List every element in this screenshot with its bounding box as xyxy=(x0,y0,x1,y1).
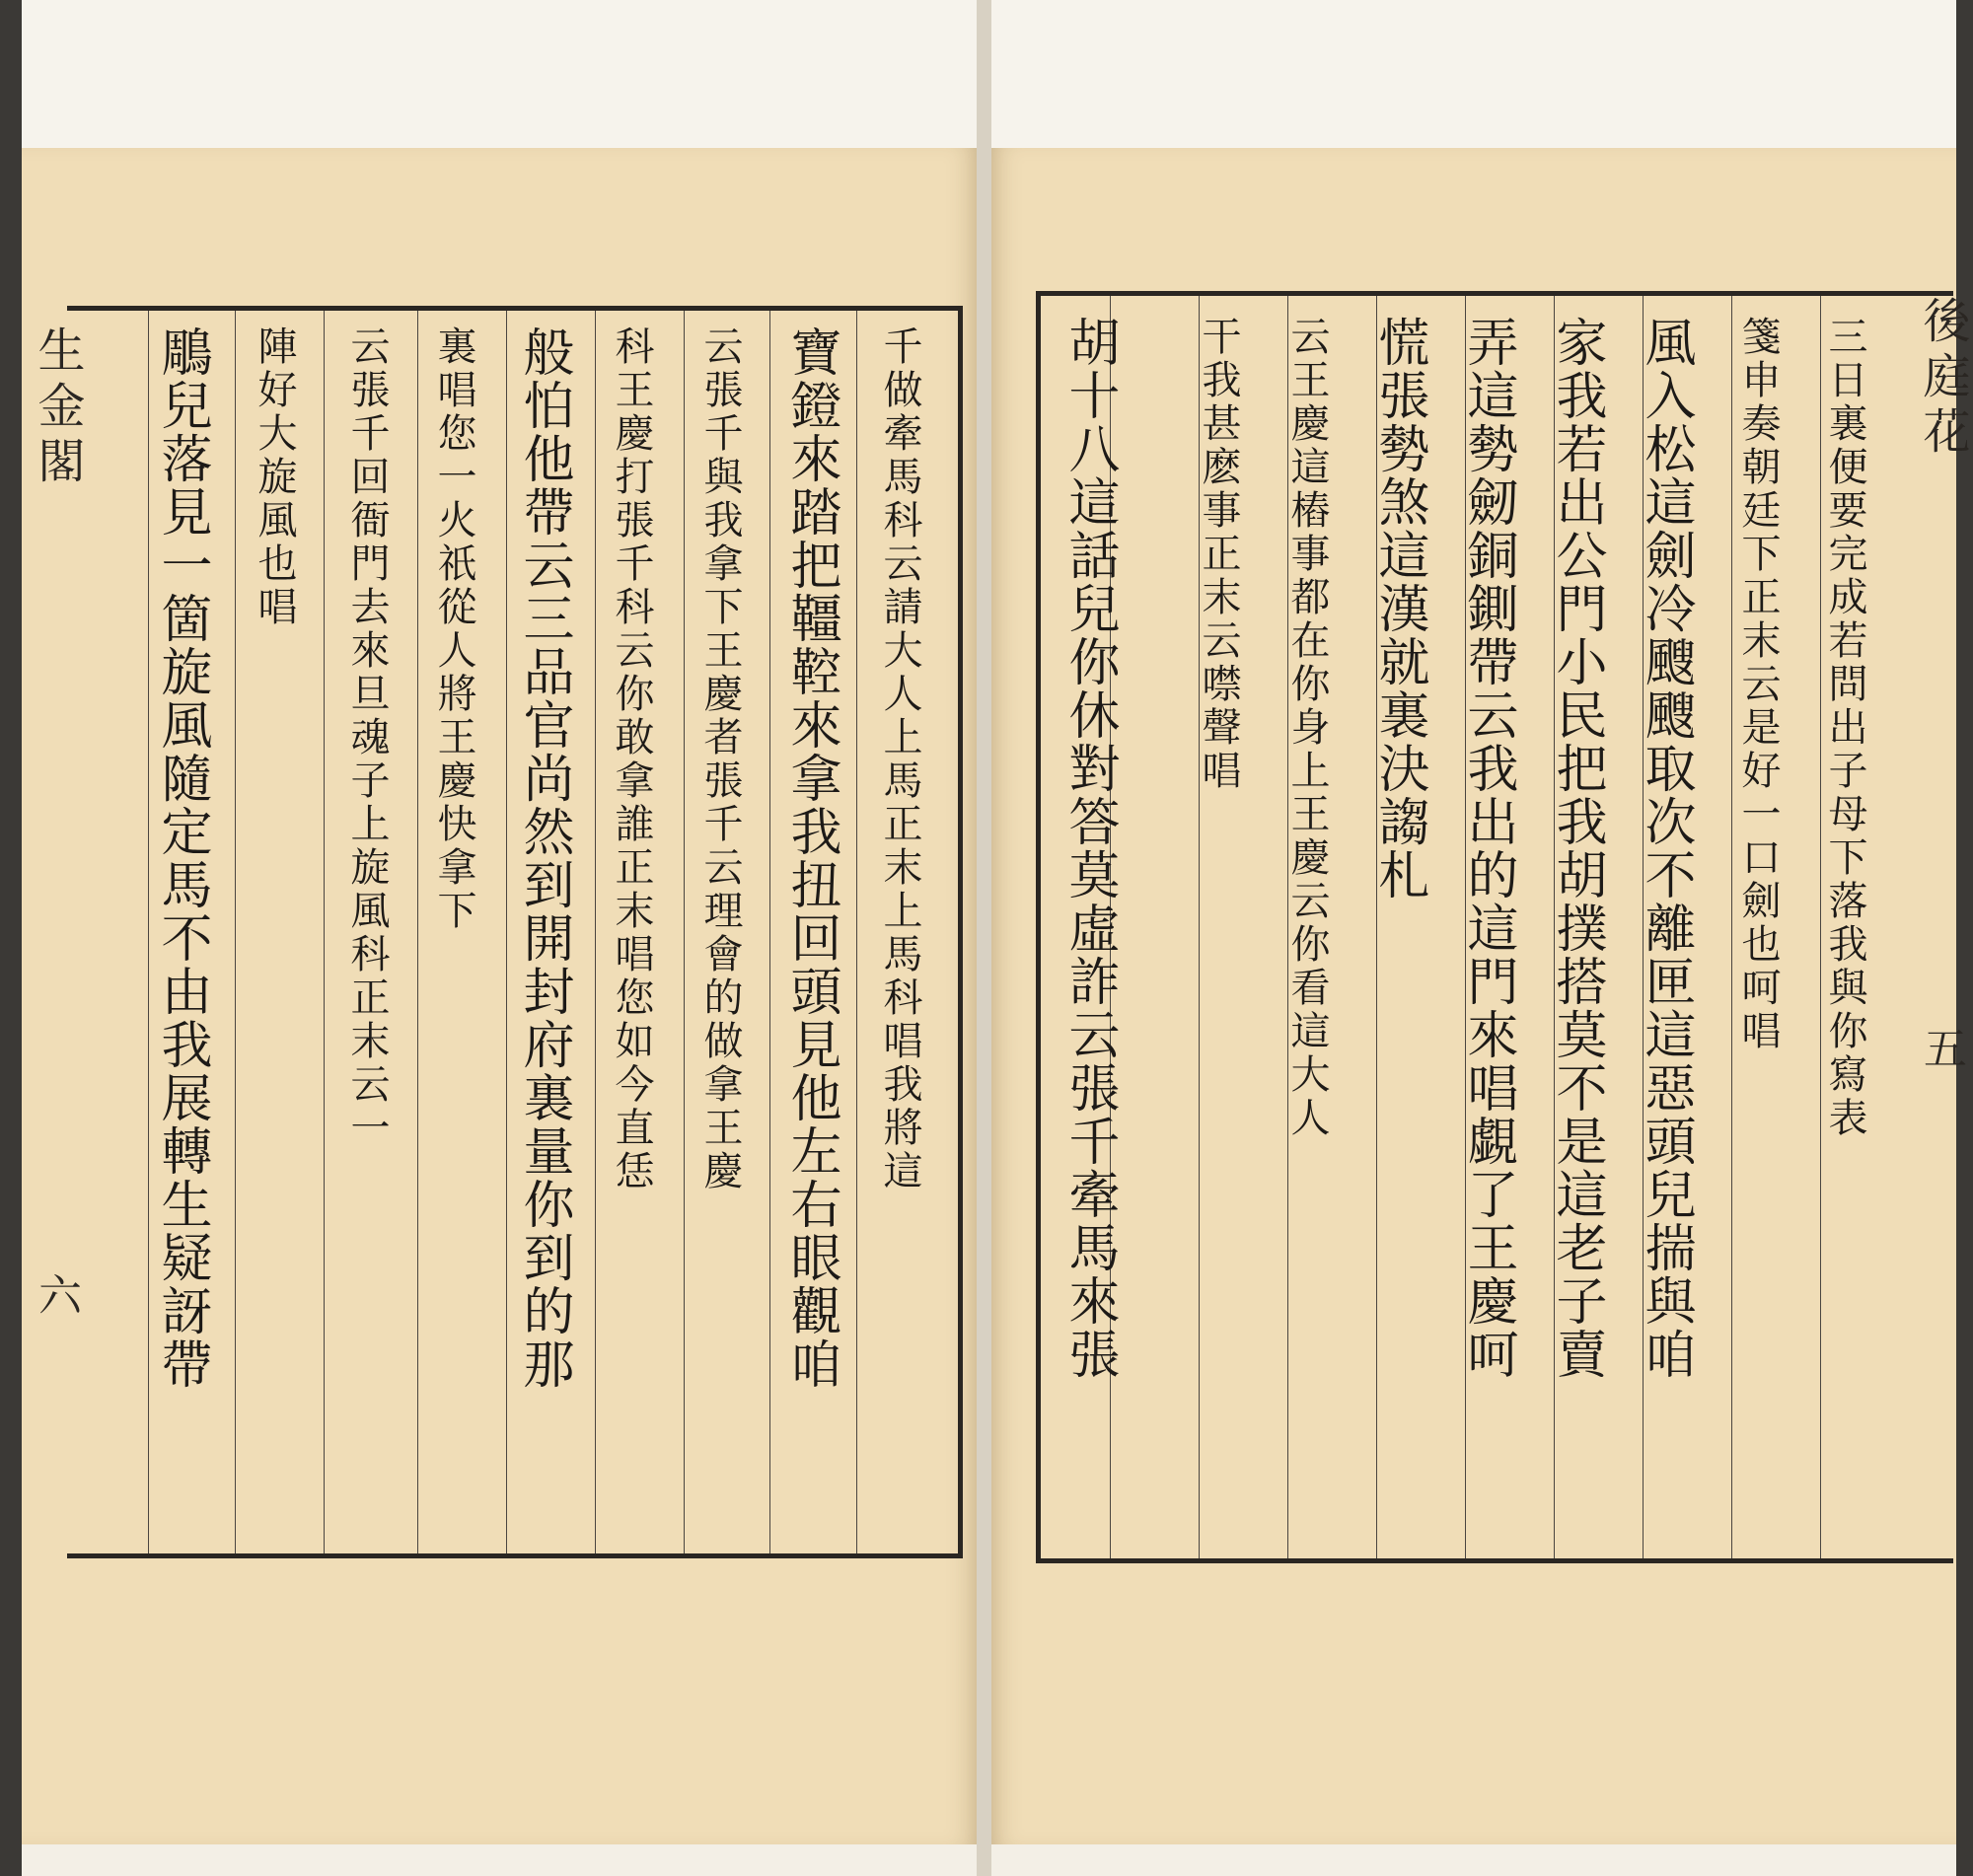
left-col-7: 云張千回衙門去來旦魂子上旋風科正末云一 xyxy=(344,325,390,1150)
column-rule xyxy=(769,311,770,1553)
right-col-5: 弄這勢劒銅鍘帶云我出的這門來唱覷了王慶呵 xyxy=(1458,316,1517,1381)
binding-gutter xyxy=(977,0,991,1876)
right-fold-number: 五 xyxy=(1916,1026,1966,1077)
bottom-margin-left xyxy=(22,1844,977,1876)
top-margin-left xyxy=(22,0,977,148)
column-rule xyxy=(417,311,418,1553)
column-rule xyxy=(1820,296,1821,1558)
left-col-9: 鵰兒落見一箇旋風隨定馬不由我展轉生疑訝帶 xyxy=(152,325,211,1391)
left-col-1: 千做牽馬科云請大人上馬正末上馬科唱我將這 xyxy=(877,325,922,1193)
column-rule xyxy=(235,311,236,1553)
left-col-5: 般怕他帶云三品官尚然到開封府裏量你到的那 xyxy=(514,325,573,1391)
column-rule xyxy=(856,311,857,1553)
bottom-margin-right xyxy=(991,1844,1956,1876)
right-col-2: 箋申奏朝廷下正末云是好一口劍也呵唱 xyxy=(1735,316,1781,1053)
left-col-8: 陣好大旋風也唱 xyxy=(252,325,297,629)
column-rule xyxy=(1731,296,1732,1558)
column-rule xyxy=(506,311,507,1553)
left-col-3: 云張千與我拿下王慶者張千云理會的做拿王慶 xyxy=(697,325,743,1193)
column-rule xyxy=(595,311,596,1553)
left-col-6: 裏唱您一火祇從人將王慶快拿下 xyxy=(431,325,476,933)
right-col-9: 胡十八這話兒你休對答莫虛詐云張千牽馬來張 xyxy=(1060,316,1119,1381)
right-fold-title: 後庭花 xyxy=(1915,296,1970,462)
left-fold-number: 六 xyxy=(31,1272,81,1324)
right-col-8: 干我甚麽事正末云噤聲唱 xyxy=(1196,316,1241,793)
right-col-6: 慌張勢煞這漢就裏決謅札 xyxy=(1369,316,1428,902)
right-col-3: 風入松這劍冷颼颼取次不離匣這惡頭兒揣與咱 xyxy=(1636,316,1695,1381)
column-rule xyxy=(684,311,685,1553)
right-col-1: 三日裏便要完成若問出子母下落我與你寫表 xyxy=(1822,316,1867,1140)
right-col-7: 云王慶這樁事都在你身上王慶云你看這大人 xyxy=(1284,316,1330,1140)
left-fold-title: 生金閣 xyxy=(30,325,85,491)
column-rule xyxy=(148,311,149,1553)
top-margin-right xyxy=(991,0,1956,148)
right-col-4: 家我若出公門小民把我胡撲搭莫不是這老子賣 xyxy=(1547,316,1606,1381)
left-col-4: 科王慶打張千科云你敢拿誰正末唱您如今直恁 xyxy=(609,325,654,1193)
left-col-2: 寶鐙來踏把韁鞚來拿我扭回頭見他左右眼觀咱 xyxy=(781,325,840,1391)
column-rule xyxy=(324,311,325,1553)
